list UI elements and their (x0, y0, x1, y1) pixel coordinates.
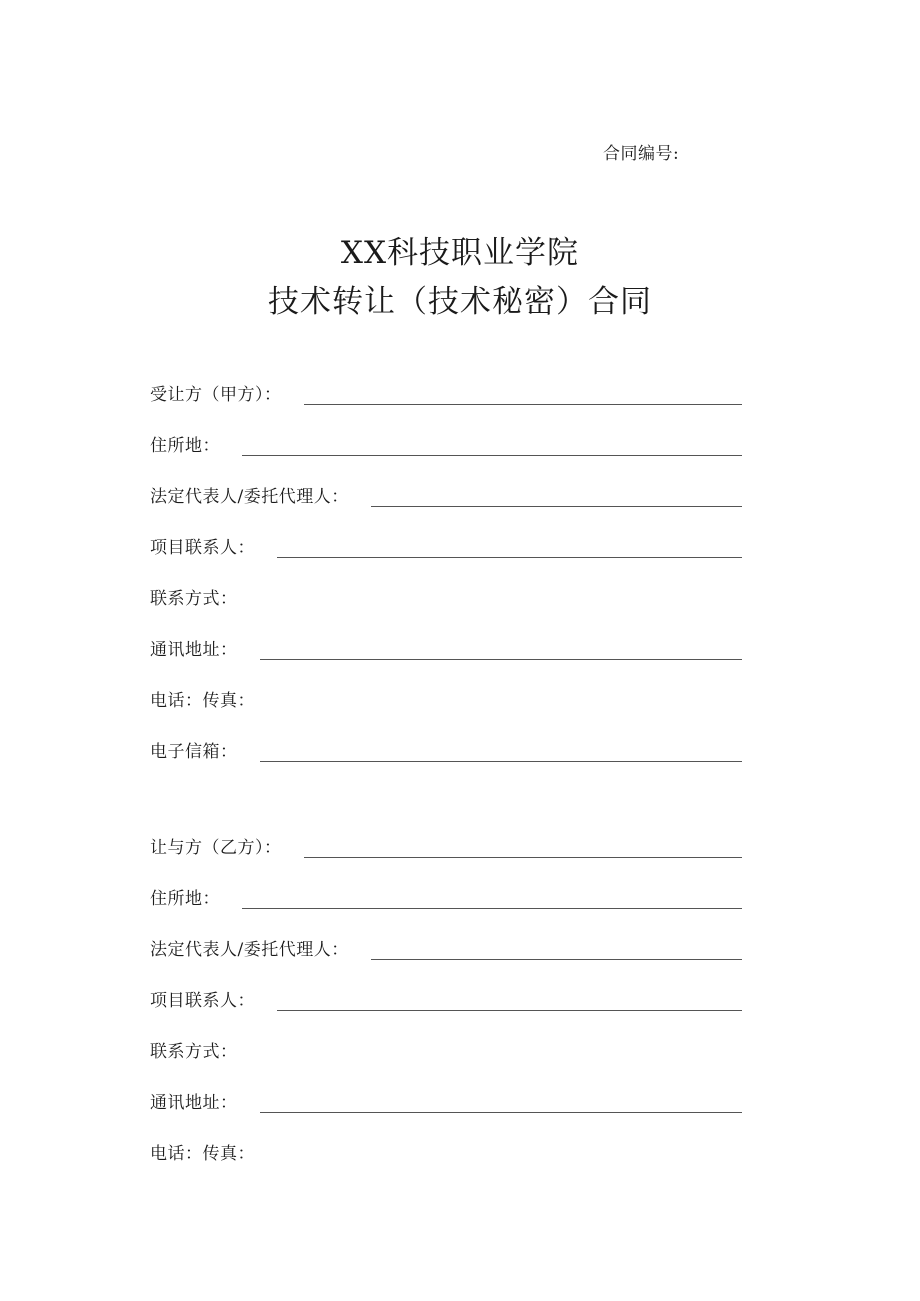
party-a-name-field[interactable] (304, 403, 743, 405)
party-a-project-contact-field[interactable] (277, 556, 742, 558)
party-a-name-label: 受让方（甲方）： (150, 385, 282, 405)
party-a-mailing-address-field[interactable] (260, 658, 743, 660)
party-a-name-row (150, 376, 742, 406)
party-a-address-label: 住所地： (150, 436, 220, 456)
party-a-phone-fax-row (150, 682, 742, 712)
party-a-representative-field[interactable] (371, 505, 742, 507)
party-b-address-row (150, 880, 742, 910)
party-a-contact-method-label: 联系方式： (150, 589, 238, 609)
party-b-contact-method-label: 联系方式： (150, 1042, 238, 1062)
party-a-email-label: 电子信箱： (150, 742, 238, 762)
party-b-project-contact-label: 项目联系人： (150, 991, 255, 1011)
party-b-representative-row (150, 931, 742, 961)
party-a-representative-label: 法定代表人/委托代理人： (150, 487, 349, 507)
party-a-mailing-address-row (150, 631, 742, 661)
party-b-phone-fax-label: 电话：传真： (150, 1144, 255, 1164)
party-b-project-contact-field[interactable] (277, 1009, 742, 1011)
party-b-mailing-address-row (150, 1084, 742, 1114)
party-a-project-contact-label: 项目联系人： (150, 538, 255, 558)
document-title-line2: 技术转让（技术秘密）合同 (268, 284, 652, 320)
party-a-address-field[interactable] (242, 454, 742, 456)
party-b-contact-method-row (150, 1033, 742, 1063)
party-a-representative-row (150, 478, 742, 508)
party-a-mailing-address-label: 通讯地址： (150, 640, 238, 660)
contract-number-label: 合同编号: (603, 144, 680, 164)
party-b-phone-fax-row (150, 1135, 742, 1165)
party-a-phone-fax-label: 电话：传真： (150, 691, 255, 711)
party-b-project-contact-row (150, 982, 742, 1012)
party-b-representative-label: 法定代表人/委托代理人： (150, 940, 349, 960)
party-b-name-field[interactable] (304, 856, 743, 858)
party-b-mailing-address-label: 通讯地址： (150, 1093, 238, 1113)
party-b-address-field[interactable] (242, 907, 742, 909)
party-b-mailing-address-field[interactable] (260, 1111, 743, 1113)
party-a-project-contact-row (150, 529, 742, 559)
party-b-name-label: 让与方（乙方）： (150, 838, 282, 858)
party-b-address-label: 住所地： (150, 889, 220, 909)
party-a-email-field[interactable] (260, 760, 743, 762)
party-b-name-row (150, 829, 742, 859)
party-a-address-row (150, 427, 742, 457)
party-a-email-row (150, 733, 742, 763)
party-a-contact-method-row (150, 580, 742, 610)
party-b-representative-field[interactable] (371, 958, 742, 960)
document-title-line1: XX科技职业学院 (340, 235, 580, 271)
